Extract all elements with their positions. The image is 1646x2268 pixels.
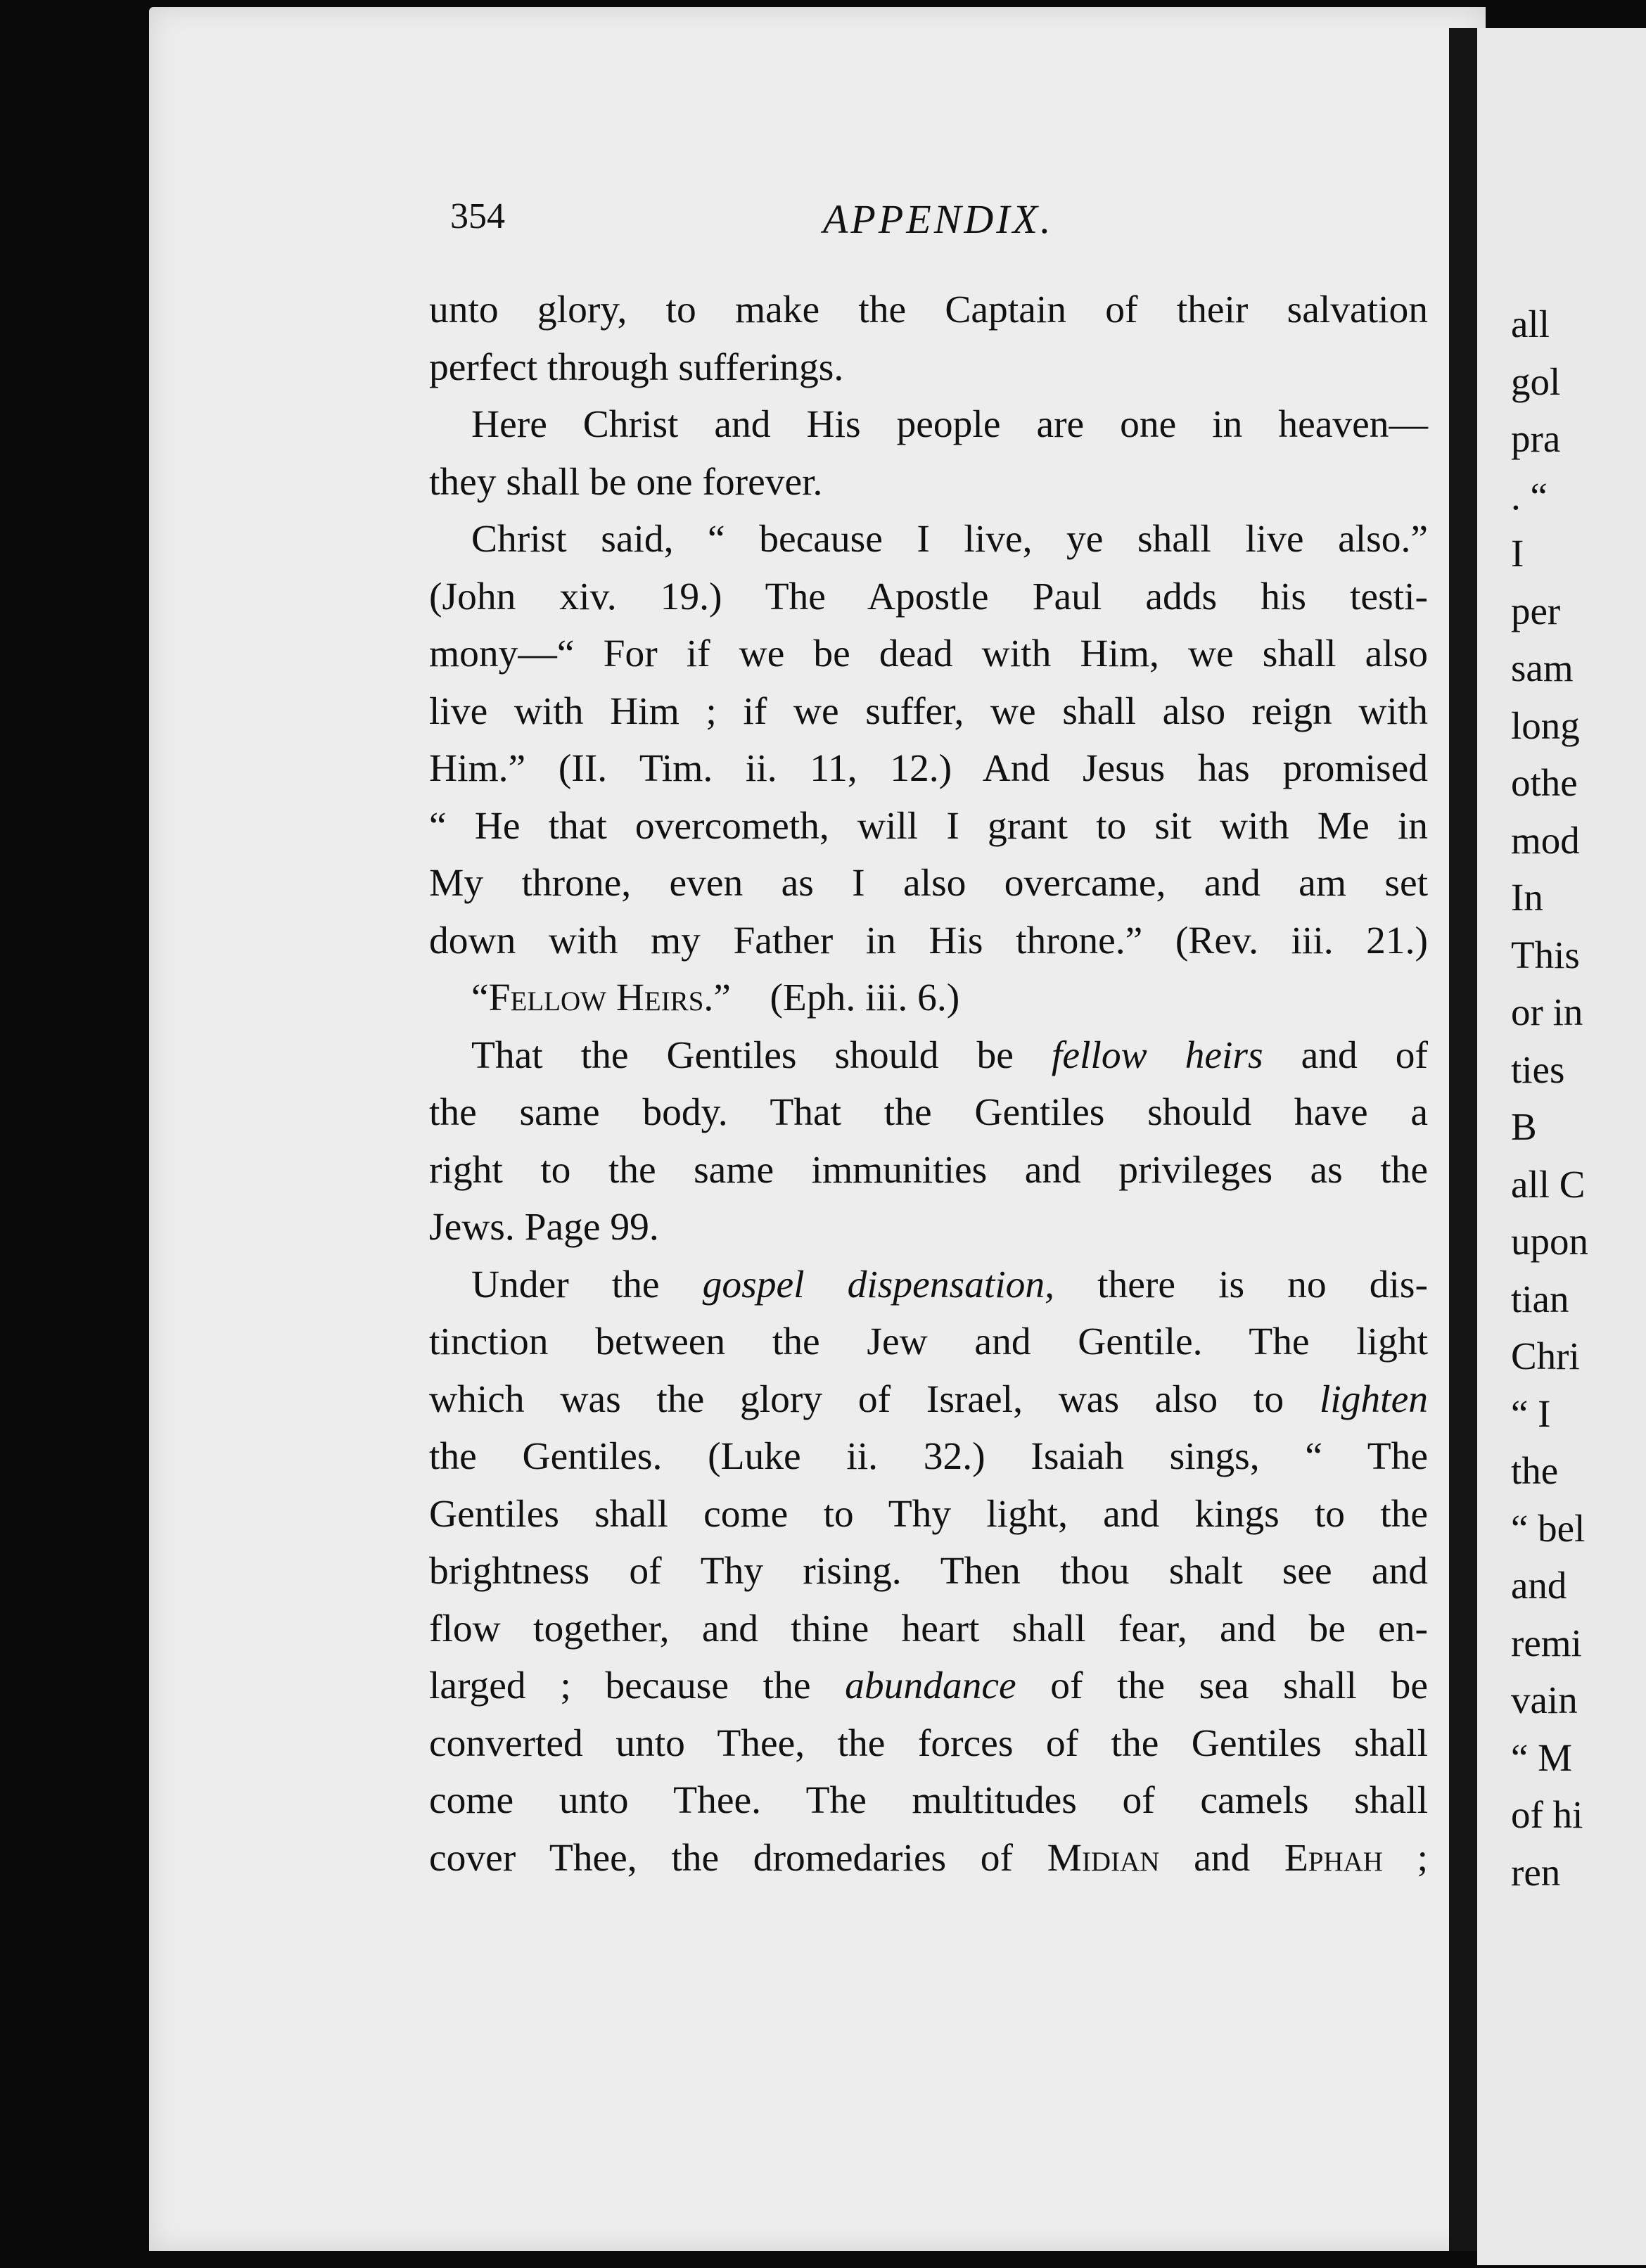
- text-line: Under the gospel dispensation, there is no dis-: [471, 1263, 1428, 1306]
- text-line: “Fellow Heirs.” (Eph. iii. 6.): [471, 976, 960, 1019]
- text-line: converted unto Thee, the forces of the Gentiles shall: [429, 1721, 1428, 1765]
- body-text: [429, 281, 1428, 1887]
- fragment-line: . “: [1511, 474, 1548, 518]
- fragment-line: all C: [1511, 1162, 1586, 1206]
- paragraph-gentiles: [429, 1027, 1428, 1256]
- text-line: live with Him ; if we suffer, we shall also reign with: [429, 689, 1428, 733]
- fragment-line: tian: [1511, 1277, 1569, 1320]
- fragment-line: This: [1511, 933, 1580, 976]
- fragment-line: “ bel: [1511, 1506, 1586, 1550]
- text-line: flow together, and thine heart shall fear, and be en-: [429, 1607, 1428, 1650]
- text-line: Him.” (II. Tim. ii. 11, 12.) And Jesus has promised: [429, 747, 1428, 790]
- text-line: the Gentiles. (Luke ii. 32.) Isaiah sings, “ The: [429, 1435, 1428, 1478]
- fragment-line: othe: [1511, 761, 1578, 804]
- page-header: [450, 189, 1428, 252]
- text-line: Jews. Page 99.: [429, 1206, 659, 1249]
- book-gutter: [1449, 28, 1477, 2251]
- paragraph-continuation: [429, 281, 1428, 396]
- text-line: tinction between the Jew and Gentile. The light: [429, 1320, 1428, 1363]
- fragment-line: mod: [1511, 818, 1580, 862]
- text-line: larged ; because the abundance of the sea shall be: [429, 1664, 1428, 1707]
- text-line: down with my Father in His throne.” (Rev. iii. 21.): [429, 919, 1428, 962]
- text-line: cover Thee, the dromedaries of Midian and Ephah ;: [429, 1836, 1428, 1880]
- fragment-line: ties: [1511, 1047, 1565, 1091]
- fragment-line: or in: [1511, 990, 1583, 1033]
- fragment-line: “ M: [1511, 1735, 1573, 1779]
- text-line: That the Gentiles should be fellow heirs and of: [471, 1033, 1428, 1077]
- fragment-line: Chri: [1511, 1334, 1580, 1377]
- text-line: right to the same immunities and privileges as the: [429, 1148, 1428, 1192]
- fragment-line: per: [1511, 589, 1561, 632]
- fragment-line: In: [1511, 876, 1543, 919]
- section-heading-fellow-heirs: [429, 969, 1428, 1027]
- page-number: 354: [450, 196, 505, 236]
- fragment-line: I: [1511, 532, 1524, 575]
- fragment-line: pra: [1511, 417, 1561, 460]
- fragment-line: “ I: [1511, 1391, 1551, 1435]
- paragraph-heaven: [429, 396, 1428, 511]
- text-line: “ He that overcometh, will I grant to sit with Me in: [429, 804, 1428, 848]
- text-line: Here Christ and His people are one in heaven—: [471, 403, 1428, 446]
- text-line: brightness of Thy rising. Then thou shalt see and: [429, 1550, 1428, 1593]
- paragraph-christ-said: [429, 511, 1428, 969]
- text-line: mony—“ For if we be dead with Him, we shall also: [429, 632, 1428, 675]
- fragment-line: and: [1511, 1564, 1567, 1607]
- fragment-line: of hi: [1511, 1793, 1583, 1836]
- fragment-line: vain: [1511, 1678, 1578, 1721]
- fellow-heirs-reference: (Eph. iii. 6.): [770, 976, 960, 1019]
- fragment-line: the: [1511, 1449, 1559, 1492]
- fragment-line: long: [1511, 703, 1580, 747]
- fragment-line: remi: [1511, 1621, 1582, 1664]
- text-line: (John xiv. 19.) The Apostle Paul adds his testi-: [429, 575, 1428, 618]
- fragment-line: B: [1511, 1105, 1537, 1148]
- text-line: My throne, even as I also overcame, and am set: [429, 862, 1428, 905]
- text-line: come unto Thee. The multitudes of camels shall: [429, 1779, 1428, 1822]
- text-line: which was the glory of Israel, was also to lighten: [429, 1377, 1428, 1421]
- text-line: unto glory, to make the Captain of their salvation: [429, 288, 1428, 331]
- fellow-heirs-title: Fellow Heirs.: [488, 976, 714, 1019]
- fragment-line: gol: [1511, 359, 1561, 403]
- text-line: Christ said, “ because I live, ye shall live also.”: [471, 518, 1428, 561]
- fragment-line: ren: [1511, 1850, 1561, 1894]
- paragraph-gospel-dispensation: [429, 1256, 1428, 1887]
- fragment-line: sam: [1511, 646, 1574, 689]
- text-line: Gentiles shall come to Thy light, and kings to the: [429, 1492, 1428, 1536]
- running-head: APPENDIX.: [823, 196, 1054, 242]
- text-line: perfect through sufferings.: [429, 345, 844, 389]
- text-line: they shall be one forever.: [429, 460, 823, 504]
- right-page-fragments: [1511, 295, 1646, 1901]
- fragment-line: upon: [1511, 1220, 1588, 1263]
- text-line: the same body. That the Gentiles should have a: [429, 1091, 1428, 1134]
- fragment-line: all: [1511, 302, 1550, 345]
